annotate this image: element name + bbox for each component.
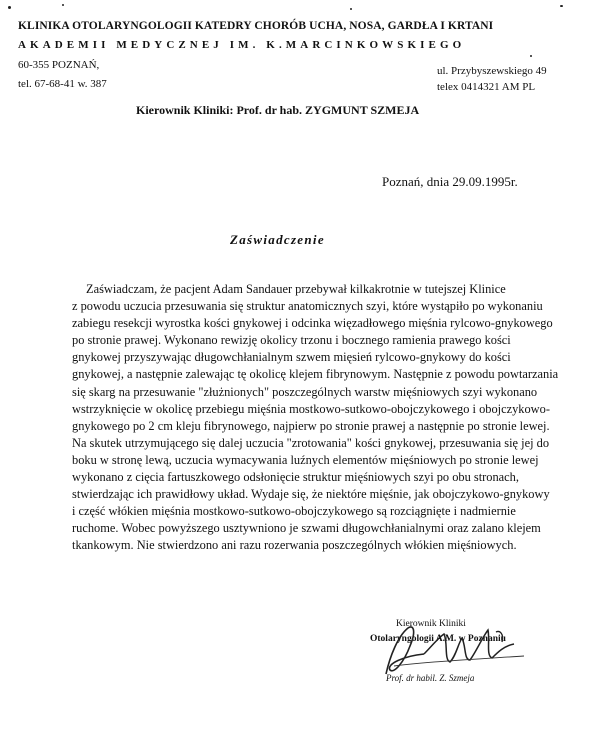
body-line: gnykowej, a następnie zalewając tę okolicę klejem fibrynowym. Następnie z powodu powtarzania — [72, 367, 559, 382]
scan-speck — [350, 8, 352, 10]
body-line: Na skutek utrzymującego się dalej uczucia "zrotowania" kości gnykowej, przesuwania się jej do — [72, 435, 550, 450]
stamp-department: Otolaryngologii A.M. w Poznaniu — [370, 634, 506, 644]
stamp-signatory: Prof. dr habil. Z. Szmeja — [386, 673, 475, 683]
body-line: ruchome. Wobec powyższego usztywniono je szwami długowchłanialnymi oraz zalano klejem — [72, 521, 541, 536]
body-line: i część włókien mięśnia mostkowo-sutkowo-obojczykowego są rozciągnięte i nadmiernie — [72, 504, 516, 519]
body-line: się skarg na przesuwanie "złużnionych" poszczególnych warstw mięśniowych szyi wykonano — [72, 384, 538, 399]
letterhead-head-of-clinic: Kierownik Kliniki: Prof. dr hab. ZYGMUNT SZMEJA — [136, 103, 420, 117]
letterhead-postal-address: 60-355 POZNAŃ, — [18, 59, 100, 71]
scan-speck — [8, 6, 11, 9]
scan-speck — [560, 5, 563, 7]
letterhead-telex: telex 0414321 AM PL — [437, 81, 536, 93]
body-line: wstrzyknięcie w okolicę przebiegu mięśnia mostkowo-sutkowo-obojczykowego i obojczykowo- — [72, 401, 550, 416]
body-line: zabiegu resekcji wyrostka kości gnykowej i odcinka więzadłowego mięśnia rylcowo-gnykowego — [72, 316, 553, 331]
letterhead-academy-name: AKADEMII MEDYCZNEJ IM. K.MARCINKOWSKIEGO — [18, 39, 466, 51]
document-title: Zaświadczenie — [230, 232, 325, 247]
body-line: Zaświadczam, że pacjent Adam Sandauer przebywał kilkakrotnie w tutejszej Klinice — [86, 282, 506, 296]
scan-speck — [62, 4, 64, 6]
body-line: z powodu uczucia przesuwania się struktur anatomicznych szyi, które wystąpiło po wykonaniu — [72, 299, 543, 314]
body-line: gnykowej przyszywając długowchłanialnym szwem mięsień rylcowo-gnykowy do kości — [72, 350, 511, 365]
place-and-date: Poznań, dnia 29.09.1995r. — [382, 174, 518, 189]
body-line: po stronie prawej. Wykonano rewizję okolicy trzonu i bocznego ramienia prawego kości — [72, 333, 511, 348]
stamp-title: Kierownik Kliniki — [396, 619, 466, 629]
handwritten-signature — [364, 616, 544, 694]
letterhead-clinic-name: KLINIKA OTOLARYNGOLOGII KATEDRY CHORÓB UCHA, NOSA, GARDŁA I KRTANI — [18, 20, 494, 32]
body-line: stwierdzając ich prawidłowy układ. Wydaje się, że niektóre mięśnie, jak obojczykowo-gnykowy — [72, 487, 550, 502]
letterhead-street: ul. Przybyszewskiego 49 — [437, 65, 547, 77]
signature-stamp — [364, 616, 544, 694]
body-line: boku w stronę lewą, uczucia wymacywania luźnych elementów mięśniowych po stronie lewej — [72, 452, 539, 467]
body-line: gnykowego po 2 cm kleju fibrynowego, najpierw po stronie prawej a następnie po stronie lewej. — [72, 418, 550, 433]
body-line: wykonano z cięcia fartuszkowego odsłonięcie struktur mięśniowych szyi po obu stronach, — [72, 470, 519, 485]
certificate-body — [72, 281, 559, 555]
scan-speck — [530, 55, 532, 57]
body-line: tkankowym. Nie stwierdzono ani razu rozerwania poszczególnych włókien mięśniowych. — [72, 538, 517, 553]
letterhead-phone: tel. 67-68-41 w. 387 — [18, 78, 107, 90]
